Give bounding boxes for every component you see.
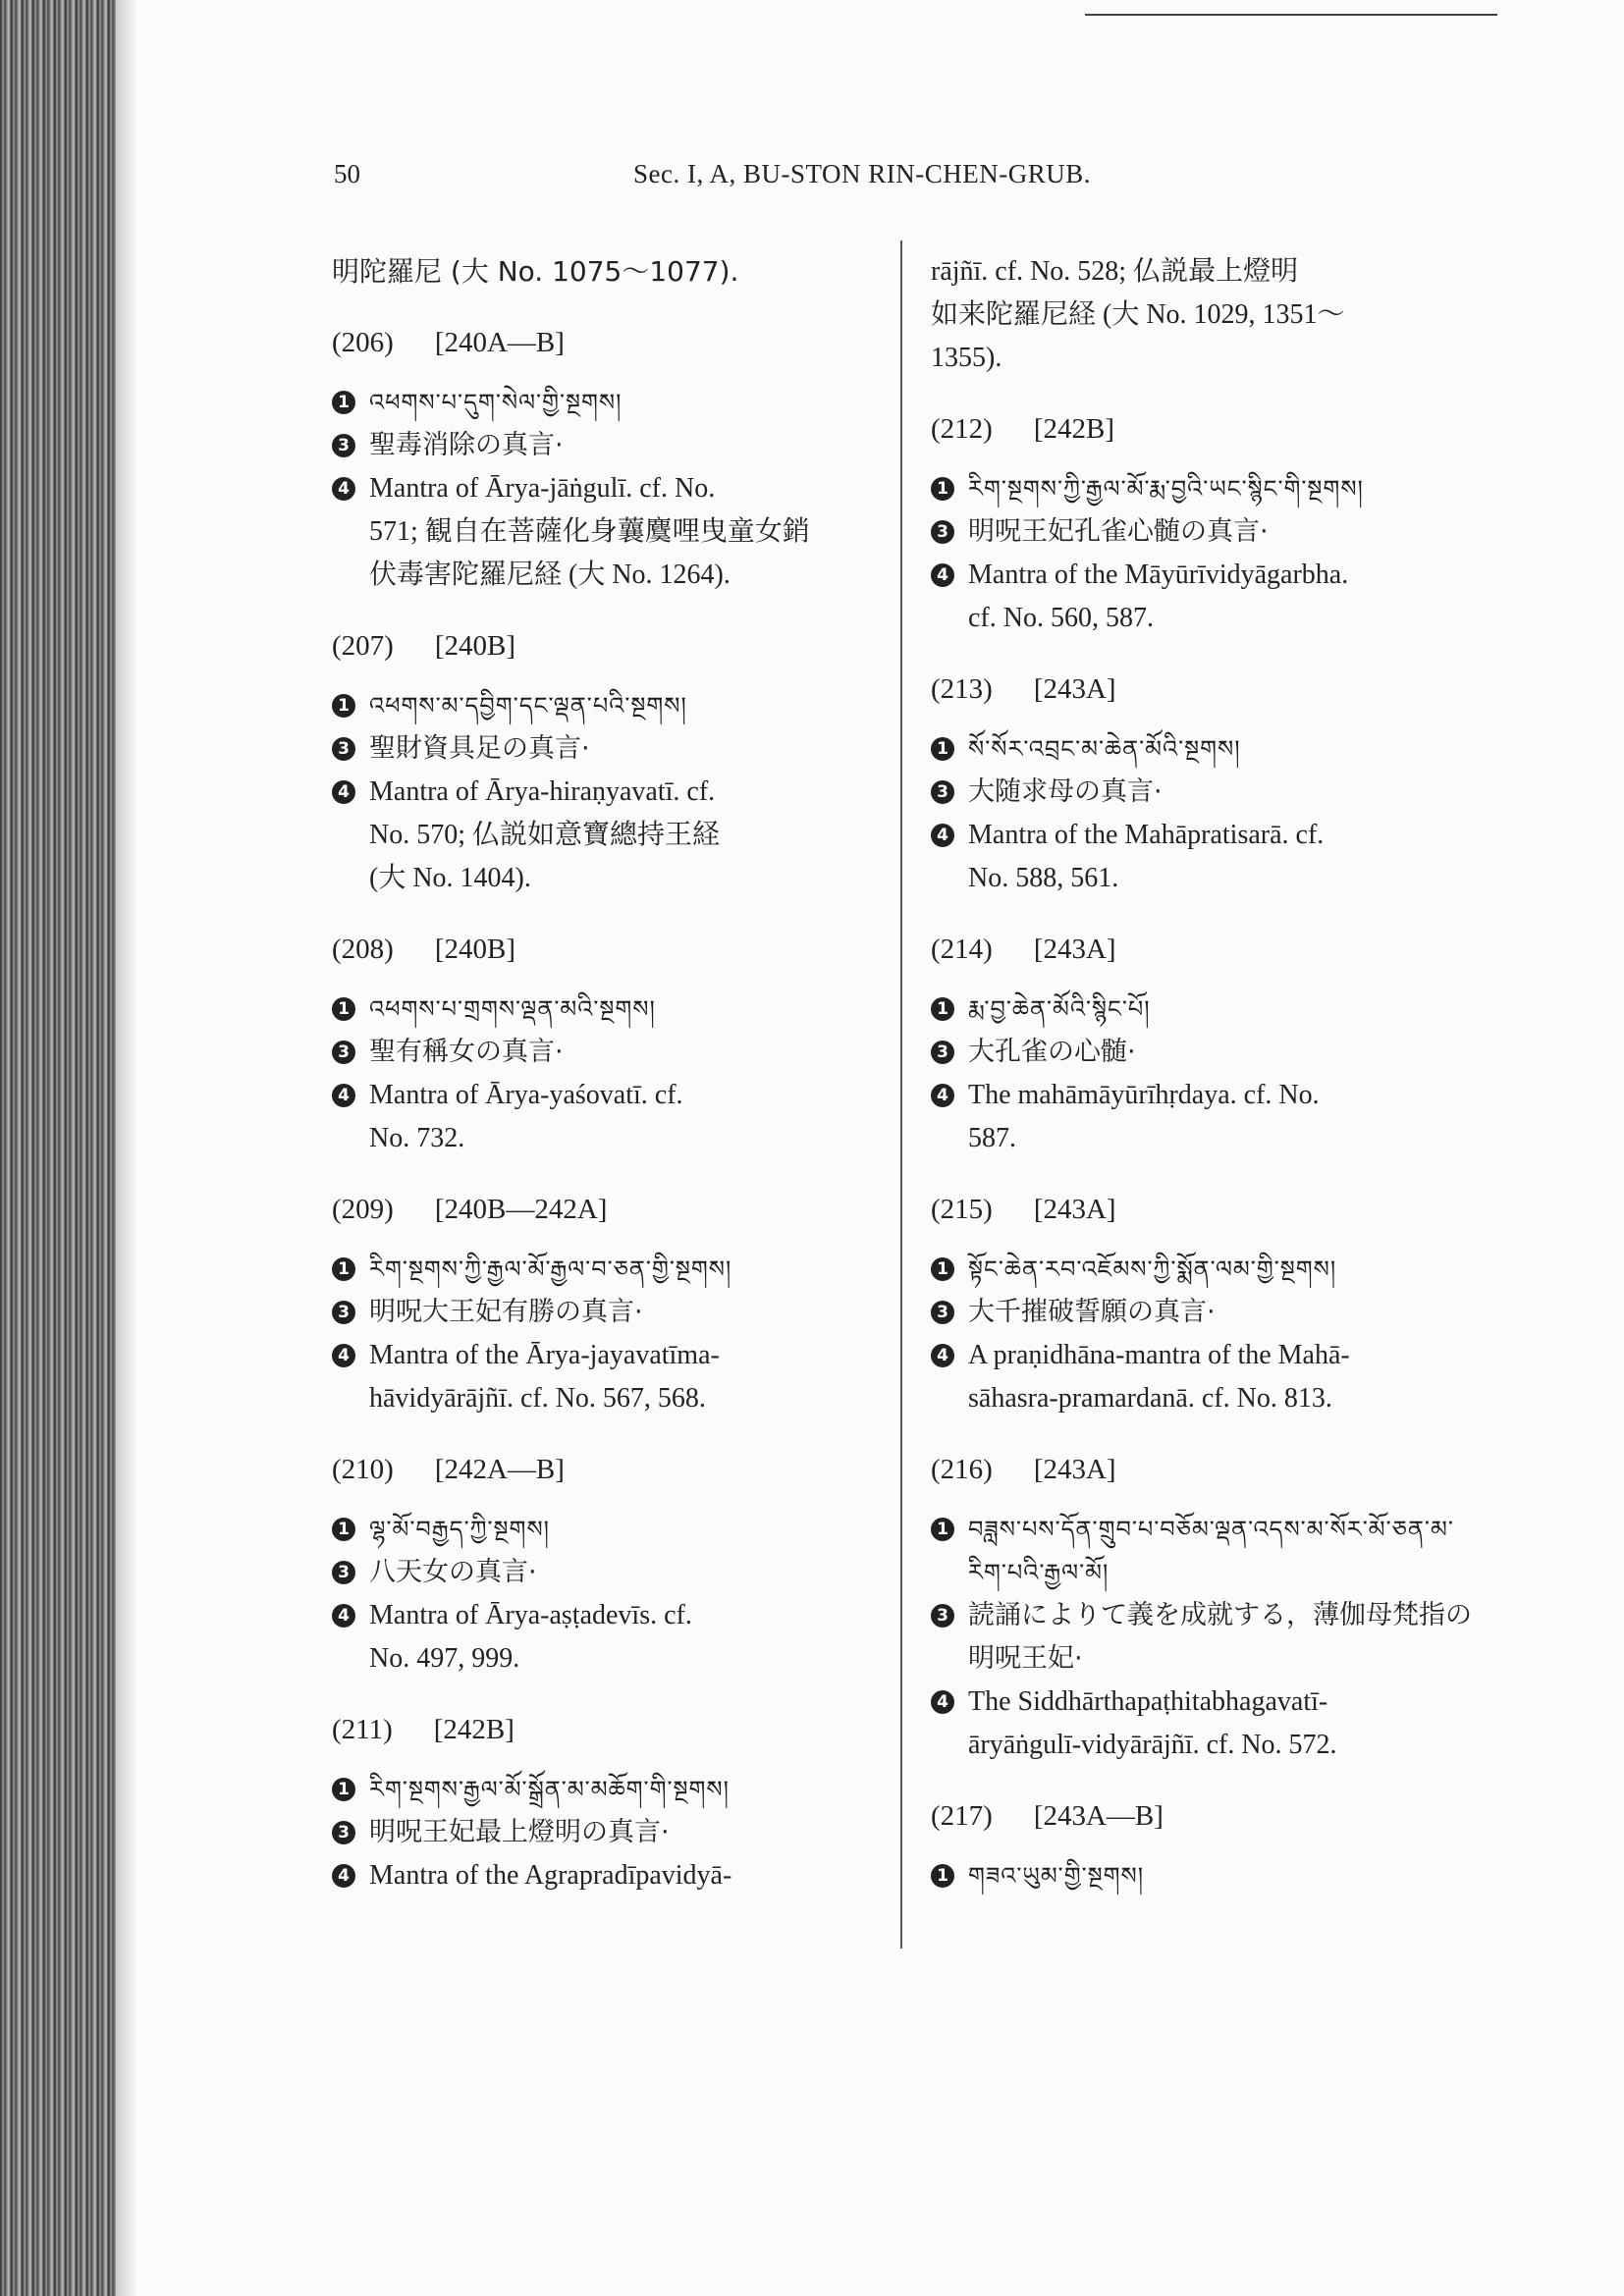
japanese-title-line: [332, 424, 882, 467]
english-description-continued: No. 497, 999.: [369, 1643, 520, 1674]
entry-number: (217): [931, 1800, 993, 1832]
marker-japanese-icon: 3: [332, 1821, 355, 1844]
tibetan-title: ལྷ་མོ་བརྒྱད་ཀྱི་སྔགས།: [369, 1516, 550, 1543]
tibetan-title-line: [931, 467, 1481, 510]
english-description-continued: hāvidyārājñī. cf. No. 567, 568.: [369, 1383, 706, 1414]
english-description-line: [332, 1854, 882, 1897]
tibetan-title: སྟོང་ཆེན་རབ་འཇོམས་ཀྱི་སྨོན་ལམ་གྱི་སྔགས།: [968, 1255, 1337, 1283]
marker-english-icon: 4: [931, 563, 954, 587]
japanese-title-line: [931, 1031, 1481, 1074]
english-description-continued: 587.: [968, 1123, 1016, 1153]
folio-reference: [240B]: [434, 934, 515, 965]
tibetan-title: སོ་སོར་འབྲང་མ་ཆེན་མོའི་སྔགས།: [968, 735, 1241, 763]
tibetan-title-line: [332, 1768, 882, 1811]
english-description: Mantra of the Agrapradīpavidyā-: [369, 1860, 732, 1891]
entry-heading: [332, 1454, 882, 1486]
tibetan-title: བཟླས་པས་དོན་གྲུབ་པ་བཅོམ་ལྡན་འདས་མ་སོར་མོ་ཅན་མ་རིག་པའི་རྒྱལ་མོ།: [968, 1516, 1454, 1586]
marker-english-icon: 4: [931, 824, 954, 847]
carryover-text: [931, 250, 1481, 380]
english-description: Mantra of Ārya-aṣṭadevīs. cf.: [369, 1600, 692, 1630]
folio-reference: [243A—B]: [1033, 1800, 1164, 1832]
carryover-line: rājñī. cf. No. 528; 仏説最上燈明: [931, 256, 1299, 287]
marker-tibetan-icon: 1: [931, 1257, 954, 1281]
marker-tibetan-icon: 1: [332, 997, 355, 1021]
tibetan-title: རིག་སྔགས་ཀྱི་རྒྱལ་མོ་རྒྱལ་བ་ཅན་གྱི་སྔགས།: [369, 1255, 732, 1283]
entry-heading: [931, 1194, 1481, 1226]
entry-number: (209): [332, 1194, 394, 1225]
tibetan-title: རིག་སྔགས་རྒྱལ་མོ་སྒྲོན་མ་མཆོག་གི་སྔགས།: [369, 1776, 730, 1803]
folio-reference: [243A]: [1033, 1454, 1116, 1485]
entry-heading: [332, 1714, 882, 1746]
tibetan-title-line: [931, 727, 1481, 771]
tibetan-title-line: [332, 1248, 882, 1291]
marker-english-icon: 4: [931, 1084, 954, 1107]
japanese-title: 明呪大王妃有勝の真言·: [369, 1297, 643, 1327]
right-entries: [931, 413, 1481, 1897]
japanese-title: 読誦によりて義を成就する，薄伽母梵指の明呪王妃·: [968, 1600, 1472, 1674]
entry-number: (211): [332, 1714, 393, 1745]
tibetan-title: འཕགས་མ་དབྱིག་དང་ལྡན་པའི་སྔགས།: [369, 692, 687, 720]
english-description-continued: No. 732.: [369, 1123, 465, 1153]
catalog-entry: [332, 327, 882, 597]
entry-heading: [931, 1800, 1481, 1833]
japanese-title-line: [332, 1291, 882, 1334]
english-description: The Siddhārthapaṭhitabhagavatī-: [968, 1686, 1328, 1717]
english-description-line: [332, 1334, 882, 1377]
english-description: Mantra of Ārya-jāṅgulī. cf. No.: [369, 473, 716, 504]
marker-tibetan-icon: 1: [931, 1518, 954, 1541]
page-number: 50: [334, 159, 360, 188]
marker-tibetan-icon: 1: [931, 477, 954, 501]
japanese-title-line: [931, 771, 1481, 814]
entry-number: (207): [332, 630, 394, 662]
english-description-continued: No. 570; 仏説如意寶總持王経: [369, 820, 721, 850]
marker-english-icon: 4: [332, 1864, 355, 1888]
english-description: Mantra of Ārya-yaśovatī. cf.: [369, 1080, 683, 1110]
entry-heading: [931, 934, 1481, 966]
tibetan-title-line: [332, 988, 882, 1031]
tibetan-title: འཕགས་པ་གྲགས་ལྡན་མའི་སྔགས།: [369, 995, 656, 1023]
catalog-entry: [332, 1714, 882, 1897]
marker-tibetan-icon: 1: [332, 1257, 355, 1281]
english-description-continued: No. 588, 561.: [968, 863, 1119, 893]
marker-japanese-icon: 3: [332, 434, 355, 457]
english-description-continued: āryāṅgulī-vidyārājñī. cf. No. 572.: [968, 1730, 1337, 1760]
catalog-entry: [931, 1194, 1481, 1420]
japanese-title: 大随求母の真言·: [968, 776, 1163, 807]
marker-japanese-icon: 3: [931, 1041, 954, 1064]
marker-japanese-icon: 3: [931, 520, 954, 544]
carryover-line: 1355).: [931, 343, 1002, 373]
english-description: Mantra of the Māyūrīvidyāgarbha.: [968, 560, 1349, 590]
catalog-entry: [332, 1454, 882, 1681]
marker-tibetan-icon: 1: [332, 391, 355, 414]
entry-number: (214): [931, 934, 993, 965]
folio-reference: [240B]: [434, 630, 515, 662]
japanese-title-line: [931, 1594, 1481, 1681]
english-description: A praṇidhāna-mantra of the Mahā-: [968, 1340, 1350, 1370]
japanese-title: 大孔雀の心髄·: [968, 1037, 1136, 1067]
marker-tibetan-icon: 1: [332, 1778, 355, 1801]
tibetan-title: འཕགས་པ་དུག་སེལ་གྱི་སྔགས།: [369, 389, 623, 416]
entry-number: (212): [931, 413, 993, 445]
folio-reference: [243A]: [1033, 673, 1116, 705]
marker-japanese-icon: 3: [332, 737, 355, 761]
folio-reference: [240B—242A]: [434, 1194, 608, 1225]
tibetan-title-line: [931, 1854, 1481, 1897]
english-description: Mantra of Ārya-hiraṇyavatī. cf.: [369, 776, 716, 807]
english-description-continued: (大 No. 1404).: [369, 863, 531, 893]
entry-number: (215): [931, 1194, 993, 1225]
english-description-line: [931, 1334, 1481, 1377]
folio-reference: [243A]: [1033, 1194, 1116, 1225]
tibetan-title-line: [332, 684, 882, 727]
marker-japanese-icon: 3: [931, 780, 954, 804]
marker-english-icon: 4: [332, 1344, 355, 1367]
japanese-title: 八天女の真言·: [369, 1557, 537, 1587]
tibetan-title-line: [332, 381, 882, 424]
english-description-line: [931, 1681, 1481, 1724]
marker-english-icon: 4: [332, 1604, 355, 1628]
scan-shadow: [116, 0, 137, 2296]
catalog-entry: [332, 630, 882, 900]
entry-heading: [332, 630, 882, 663]
marker-tibetan-icon: 1: [931, 997, 954, 1021]
marker-english-icon: 4: [332, 477, 355, 501]
carryover-line: 如来陀羅尼経 (大 No. 1029, 1351～: [931, 299, 1345, 330]
entry-heading: [332, 327, 882, 359]
japanese-title: 聖有稱女の真言·: [369, 1037, 564, 1067]
japanese-title: 聖財資具足の真言·: [369, 733, 590, 764]
catalog-entry: [332, 1194, 882, 1420]
entry-heading: [931, 673, 1481, 706]
english-description-line: [931, 1074, 1481, 1117]
marker-tibetan-icon: 1: [332, 694, 355, 718]
japanese-title-line: [332, 727, 882, 771]
english-description-line: [931, 554, 1481, 597]
folio-reference: [243A]: [1033, 934, 1116, 965]
english-description-continued: sāhasra-pramardanā. cf. No. 813.: [968, 1383, 1332, 1414]
left-column: [332, 250, 882, 1931]
japanese-title-line: [931, 1291, 1481, 1334]
japanese-title-line: [332, 1811, 882, 1854]
running-header: Sec. I, A, BU-STON RIN-CHEN-GRUB.: [633, 159, 1091, 188]
entry-number: (210): [332, 1454, 394, 1485]
marker-tibetan-icon: 1: [931, 737, 954, 761]
column-divider: [900, 240, 902, 1949]
carryover-text: 明陀羅尼 (大 No. 1075～1077).: [332, 255, 739, 288]
tibetan-title: གཟའ་ཡུམ་གྱི་སྔགས།: [968, 1862, 1145, 1890]
japanese-title: 明呪王妃孔雀心髄の真言·: [968, 516, 1269, 547]
english-description-line: [931, 814, 1481, 857]
catalog-entry: [931, 1800, 1481, 1897]
marker-english-icon: 4: [332, 780, 355, 804]
tibetan-title-line: [332, 1508, 882, 1551]
japanese-title: 聖毒消除の真言·: [369, 430, 564, 460]
english-description-line: [332, 467, 882, 510]
marker-tibetan-icon: 1: [332, 1518, 355, 1541]
english-description: Mantra of the Ārya-jayavatīma-: [369, 1340, 720, 1370]
tibetan-title-line: [931, 1248, 1481, 1291]
japanese-title-line: [332, 1551, 882, 1594]
catalog-entry: [332, 934, 882, 1160]
english-description-continued: 伏毒害陀羅尼経 (大 No. 1264).: [369, 560, 731, 590]
marker-tibetan-icon: 1: [931, 1864, 954, 1888]
marker-japanese-icon: 3: [332, 1041, 355, 1064]
folio-reference: [240A—B]: [434, 327, 565, 358]
catalog-entry: [931, 673, 1481, 900]
english-description-line: [332, 1074, 882, 1117]
english-description: Mantra of the Mahāpratisarā. cf.: [968, 820, 1325, 850]
folio-reference: [242B]: [433, 1714, 514, 1745]
entry-heading: [332, 934, 882, 966]
catalog-entry: [931, 413, 1481, 640]
entry-heading: [332, 1194, 882, 1226]
tibetan-title: རིག་སྔགས་ཀྱི་རྒྱལ་མོ་རྨ་བྱའི་ཡང་སྙིང་གི་སྔགས།: [968, 475, 1364, 503]
japanese-title-line: [332, 1031, 882, 1074]
tibetan-title: རྨ་བྱ་ཆེན་མོའི་སྙིང་པོ།: [968, 995, 1151, 1023]
marker-japanese-icon: 3: [931, 1604, 954, 1628]
english-description-continued: cf. No. 560, 587.: [968, 603, 1154, 633]
scan-binding-edge: [0, 0, 116, 2296]
entry-number: (208): [332, 934, 394, 965]
english-description-continued: 571; 観自在菩薩化身蘘麌哩曳童女銷: [369, 516, 810, 547]
folio-reference: [242B]: [1033, 413, 1114, 445]
catalog-entry: [931, 1454, 1481, 1767]
tibetan-title-line: [931, 988, 1481, 1031]
japanese-title-line: [931, 510, 1481, 554]
marker-english-icon: 4: [332, 1084, 355, 1107]
right-column: [931, 250, 1481, 1931]
top-rule: [1085, 14, 1497, 16]
folio-reference: [242A—B]: [434, 1454, 565, 1485]
japanese-title: 明呪王妃最上燈明の真言·: [369, 1817, 670, 1847]
japanese-title: 大千摧破誓願の真言·: [968, 1297, 1216, 1327]
catalog-entry: [931, 934, 1481, 1160]
entry-heading: [931, 413, 1481, 446]
left-entries: [332, 327, 882, 1897]
english-description-line: [332, 1594, 882, 1637]
tibetan-title-line: [931, 1508, 1481, 1594]
english-description: The mahāmāyūrīhṛdaya. cf. No.: [968, 1080, 1320, 1110]
entry-number: (206): [332, 327, 394, 358]
entry-number: (216): [931, 1454, 993, 1485]
marker-japanese-icon: 3: [332, 1301, 355, 1324]
marker-english-icon: 4: [931, 1344, 954, 1367]
marker-japanese-icon: 3: [332, 1561, 355, 1584]
entry-heading: [931, 1454, 1481, 1486]
english-description-line: [332, 771, 882, 814]
entry-number: (213): [931, 673, 993, 705]
marker-english-icon: 4: [931, 1690, 954, 1714]
marker-japanese-icon: 3: [931, 1301, 954, 1324]
